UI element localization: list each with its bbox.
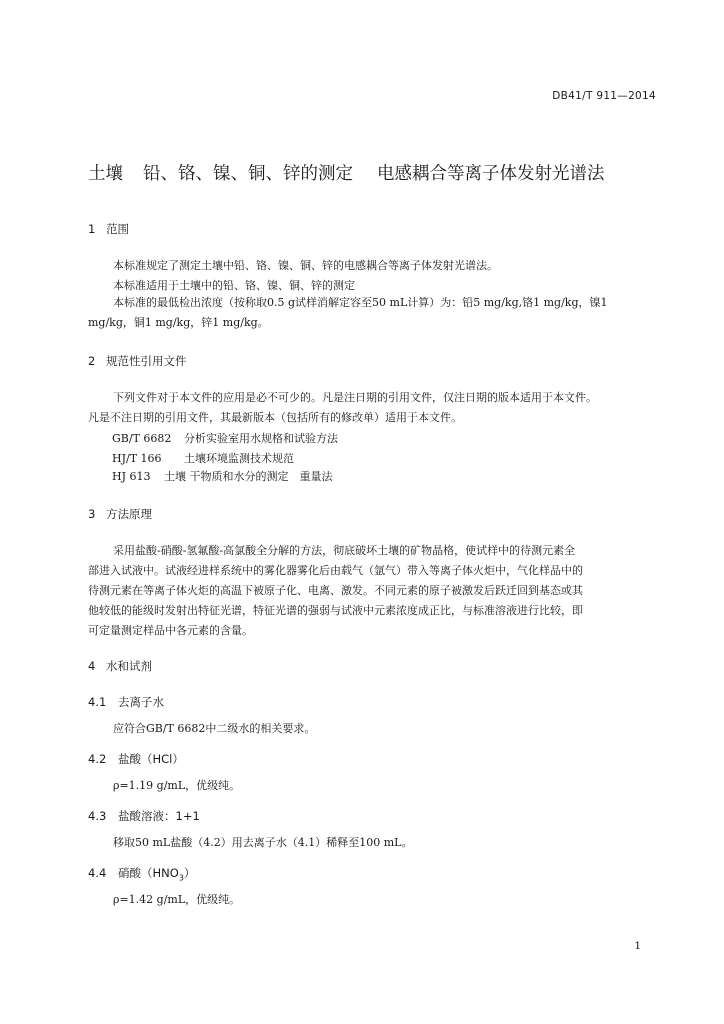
section-1-paragraph-2: 本标准适用于土壤中的铅、铬、镍、铜、锌的测定 [113, 279, 355, 292]
reference-item: GB/T 6682 分析实验室用水规格和试验方法 [112, 432, 338, 445]
section-3-paragraph: 采用盐酸-硝酸-氢氟酸-高氯酸全分解的方法，彻底破坏土壤的矿物晶格，使试样中的待测元素全 部进入试液中。试液经进样系统中的雾化器雾化后由载气（氩气）带入等离子体火炬中，气化样品中的 待测元素在等离子体火炬的高温下被原子化、电离、激发。不同元素的原子被激发后跃迁回到基态或其 他较低的能级时发射出特征光谱，特征光谱的强弱与试液中元素浓度成正比，与标准溶液进行比较，即 可定量测定样品中各元素的含量。 [88, 544, 583, 637]
subsection-4-2-body: ρ=1.19 g/mL，优级纯。 [113, 779, 241, 792]
title-part-3: 电感耦合等离子体发射光谱法 [377, 164, 605, 184]
section-1-paragraph-1: 本标准规定了测定土壤中铅、铬、镍、铜、锌的电感耦合等离子体发射光谱法。 [113, 259, 498, 272]
subsection-4-4-heading: 4.4 硝酸$(HNO_3)$ [88, 866, 196, 883]
section-4-heading: 4 水和试剂 [88, 659, 152, 673]
section-1-paragraph-3: 本标准的最低检出浓度（按称取0.5 g试样消解定容至50 mL计算）为：铅5 mg/kg,铬1 mg/kg，镍1 mg/kg，铜1 mg/kg，锌1 mg/kg。 [88, 296, 608, 329]
title-part-1: 土壤 [88, 164, 123, 184]
section-2-intro: 下列文件对于本文件的应用是必不可少的。凡是注日期的引用文件，仅注日期的版本适用于本文件。 凡是不注日期的引用文件，其最新版本（包括所有的修改单）适用于本文件。 [88, 391, 597, 424]
subsection-4-3-body: 移取50 mL盐酸（4.2）用去离子水（4.1）稀释至100 mL。 [113, 836, 413, 849]
reference-item: HJ 613 土壤 干物质和水分的测定 重量法 [112, 470, 333, 483]
subsection-4-1-body: 应符合GB/T 6682中二级水的相关要求。 [113, 722, 316, 735]
section-2-heading: 2 规范性引用文件 [88, 354, 187, 368]
subsection-4-3-heading: 4.3 盐酸溶液：1+1 [88, 809, 200, 823]
reference-item: HJ/T 166 土壤环境监测技术规范 [112, 452, 294, 465]
document-title [88, 160, 668, 185]
subsection-4-1-heading: 4.1 去离子水 [88, 695, 164, 709]
standard-code: DB41/T 911—2014 [552, 90, 656, 102]
section-1-heading: 1 范围 [88, 222, 129, 236]
title-part-2: 铅、铬、镍、铜、锌的测定 [143, 164, 353, 184]
section-3-heading: 3 方法原理 [88, 507, 152, 521]
subsection-4-4-body: ρ=1.42 g/mL，优级纯。 [113, 893, 241, 906]
subsection-4-2-heading: 4.2 盐酸（HCl） [88, 752, 184, 766]
page-number: 1 [634, 940, 641, 952]
